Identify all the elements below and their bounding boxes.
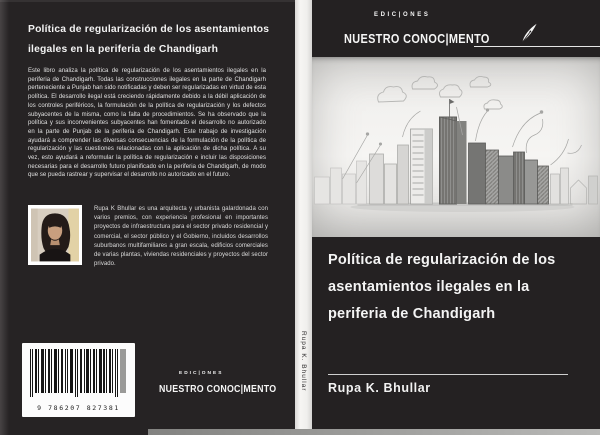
city-skyline-drawing [312,57,600,237]
publisher-name-line2: NUESTRO CONOC|MENTO [344,31,490,46]
front-title-panel [312,237,600,435]
pen-nib-icon [521,20,538,46]
publisher-logo-front [344,12,538,46]
page-curl-highlight [148,429,600,435]
front-author-name: Rupa K. Bhullar [328,381,431,395]
publisher-name-line1: EDIC|ONES [179,371,224,376]
spine [295,0,312,435]
page-edge-highlight [0,0,9,435]
page-top-highlight [0,0,295,2]
barcode [22,343,135,417]
publisher-name-line2: NUESTRO CONOC|MENTO [159,383,277,395]
publisher-name-line1: EDIC|ONES [374,12,431,18]
city-sketch-illustration [312,57,600,237]
author-bio-text: Rupa K Bhullar es una arquitecta y urbanista galardonada con varios premios, con experiencia profesional en importantes proyectos de infraestructura para el sector privado residencial y comercial, el sector público y el Gobierno, incluidos desarrollos suburbanos multifamiliares a gran escala, edificios comerciales de varias plantas, viviendas residenciales y proyectos del sector privado. [94,206,268,268]
synopsis-text: Este libro analiza la política de regularización de los asentamientos ilegales en la periferia de Chandigarh. Todas las construcciones ilegales en la parte de Chandigarh perteneciente a Punjab han sido notificadas y deben ser regularizadas en virtud de esta política. El desarrollo ilegal está creciendo rápidamente debido a la débil aplicación de los controles periféricos, la formulación de la política de regularización y los defectos subyacentes de la misma, como la falta de procedimientos. Se ha observado que la política y sus inconvenientes subyacentes han fomentado el desarrollo no autorizado en la parte de Punjab de la periferia de Chandigarh. Este trabajo de investigación ayudará a comprender las diversas consecuencias de la formulación de la política de regularización y las cuestiones relacionadas con la aplicación de dicha política. A su vez, esto ayudará a reformular la política de regularización e incluir las disposiciones necesarias para el desarrollo futuro planificado en la periferia de Chandigarh, de modo que se pueda rastrear y supervisar el desarrollo no autorizado en el futuro. [28,68,266,179]
back-cover-title: Política de regularización de los asentamientos ilegales en la periferia de Chandigarh [28,24,270,55]
author-bio-section [28,205,268,269]
author-photo [28,205,82,265]
barcode-number: 9 786207 827381 [22,404,135,412]
front-cover-title: Política de regularización de los asentamientos ilegales en la periferia de Chandigarh [328,252,556,322]
barcode-bars [30,349,127,397]
author-rule-line [328,374,568,375]
front-top-band [312,0,600,57]
publisher-logo-back [159,371,315,395]
spine-author-name: Rupa K. Bhullar [300,331,307,392]
back-cover [0,0,295,435]
author-portrait-image [31,208,79,262]
logo-rule-line [474,46,600,47]
front-cover [312,0,600,435]
